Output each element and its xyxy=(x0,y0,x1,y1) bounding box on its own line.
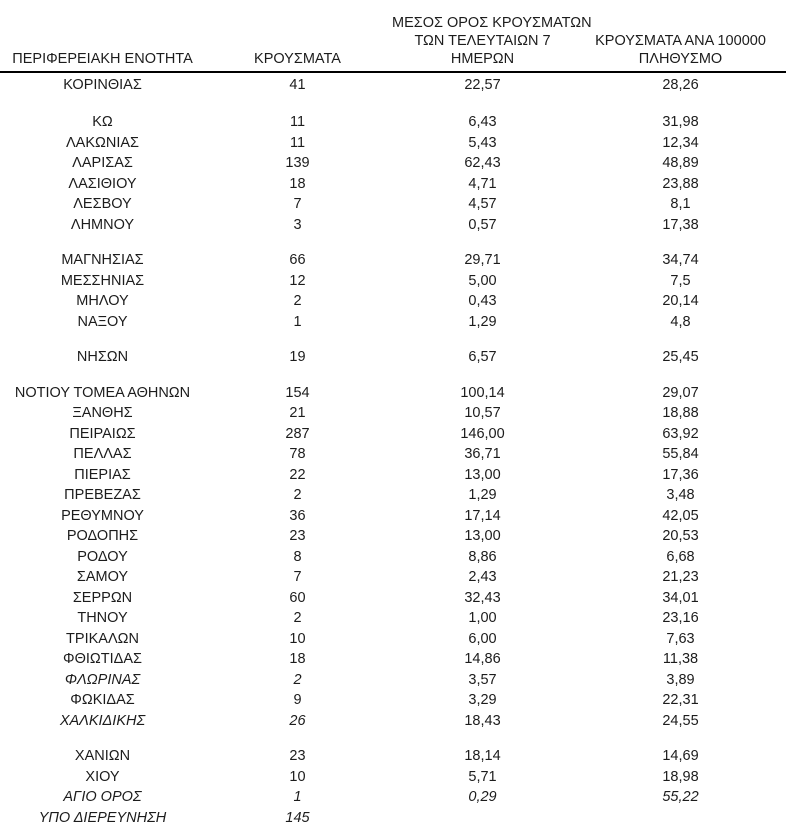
avg7-cases-cell: 6,57 xyxy=(468,349,497,365)
cases-cell: 154 xyxy=(285,384,310,401)
avg7-cases-cell: 5,00 xyxy=(468,272,497,289)
cases-cell: 9 xyxy=(293,692,302,708)
spacer-row xyxy=(0,235,786,250)
cases-cell: 23 xyxy=(289,748,306,764)
avg7-cases-cell: 6,00 xyxy=(468,630,497,647)
region-cell: ΤΡΙΚΑΛΩΝ xyxy=(66,630,139,647)
table-row xyxy=(0,588,786,609)
per100k-cell: 23,88 xyxy=(662,175,699,192)
avg7-cases-cell: 13,00 xyxy=(464,466,501,483)
avg7-cases-cell: 4,57 xyxy=(468,196,497,212)
cases-cell: 26 xyxy=(289,712,306,729)
avg7-cases-cell: 146,00 xyxy=(460,425,505,442)
per100k-cell: 48,89 xyxy=(662,155,699,171)
per100k-cell: 6,68 xyxy=(666,548,695,565)
cases-cell: 19 xyxy=(289,349,306,365)
per100k-cell: 17,38 xyxy=(662,216,699,233)
region-cell: ΥΠΟ ΔΙΕΡΕΥΝΗΣΗ xyxy=(38,809,167,826)
cases-cell: 18 xyxy=(289,651,306,667)
regional-cases-table xyxy=(0,2,786,828)
spacer-row xyxy=(0,731,786,746)
region-cell: ΜΗΛΟΥ xyxy=(76,293,129,309)
region-cell: ΜΕΣΣΗΝΙΑΣ xyxy=(60,272,145,289)
cases-cell: 36 xyxy=(289,507,306,524)
cases-cell: 10 xyxy=(289,630,306,647)
region-cell: ΠΕΙΡΑΙΩΣ xyxy=(69,425,136,442)
cases-cell: 78 xyxy=(289,446,306,462)
table-row xyxy=(0,506,786,527)
cases-cell: 60 xyxy=(289,589,306,606)
cases-cell: 11 xyxy=(289,134,306,151)
avg7-cases-cell: 62,43 xyxy=(464,155,501,171)
region-cell: ΞΑΝΘΗΣ xyxy=(72,405,133,421)
table-row xyxy=(0,112,786,133)
region-cell: ΧΑΝΙΩΝ xyxy=(74,748,131,764)
per100k-cell: 3,89 xyxy=(666,671,695,688)
per100k-cell: 18,98 xyxy=(662,768,699,785)
spacer-cell xyxy=(0,332,786,347)
region-cell: ΦΘΙΩΤΙΔΑΣ xyxy=(63,651,142,667)
per100k-cell: 12,34 xyxy=(662,134,699,151)
table-row xyxy=(0,485,786,506)
table-row xyxy=(0,567,786,588)
avg7-cases-cell: 14,86 xyxy=(464,651,501,667)
cases-cell: 7 xyxy=(293,196,302,212)
region-cell: ΛΗΜΝΟΥ xyxy=(70,216,135,233)
region-cell: ΝΑΞΟΥ xyxy=(77,313,128,330)
region-cell: ΝΗΣΩΝ xyxy=(76,349,129,365)
cases-cell: 12 xyxy=(289,272,306,289)
avg7-cases-cell: 3,29 xyxy=(468,692,497,708)
per100k-cell: 34,01 xyxy=(662,589,699,606)
cases-cell: 7 xyxy=(293,569,302,585)
region-cell: ΚΩ xyxy=(92,114,113,130)
region-cell: ΜΑΓΝΗΣΙΑΣ xyxy=(61,252,144,268)
avg7-cases-cell: 5,71 xyxy=(468,768,497,785)
column-header-region xyxy=(0,2,205,72)
spacer-row xyxy=(0,97,786,112)
table-row xyxy=(0,174,786,195)
region-cell: ΣΑΜΟΥ xyxy=(76,569,129,585)
table-row xyxy=(0,271,786,292)
region-cell: ΦΛΩΡΙΝΑΣ xyxy=(64,671,141,688)
avg7-cases-cell: 1,29 xyxy=(468,313,497,330)
region-cell: ΠΕΛΛΑΣ xyxy=(73,446,132,462)
column-header-line: ΠΛΗΘΥΣΜΟ xyxy=(638,51,723,67)
per100k-cell: 23,16 xyxy=(662,610,699,626)
spacer-cell xyxy=(0,368,786,383)
cases-cell: 2 xyxy=(293,487,302,503)
per100k-cell: 42,05 xyxy=(662,507,699,524)
table-row xyxy=(0,312,786,333)
table-row xyxy=(0,547,786,568)
column-header-cases xyxy=(205,2,390,72)
per100k-cell: 22,31 xyxy=(662,692,699,708)
region-cell: ΛΑΚΩΝΙΑΣ xyxy=(65,134,139,151)
column-header-line: ΚΡΟΥΣΜΑΤΑ ΑΝΑ 100000 xyxy=(595,33,766,49)
cases-cell: 10 xyxy=(289,768,306,785)
column-header-line: ΗΜΕΡΩΝ xyxy=(450,51,515,67)
avg7-cases-cell: 2,43 xyxy=(468,569,497,585)
table-row xyxy=(0,424,786,445)
table-row xyxy=(0,767,786,788)
table-row xyxy=(0,526,786,547)
table-row xyxy=(0,153,786,174)
region-cell: ΧΙΟΥ xyxy=(85,768,120,785)
region-cell: ΝΟΤΙΟΥ ΤΟΜΕΑ ΑΘΗΝΩΝ xyxy=(14,384,191,401)
avg7-cases-cell: 8,86 xyxy=(468,548,497,565)
avg7-cases-cell: 5,43 xyxy=(468,134,497,151)
column-header-line: ΚΡΟΥΣΜΑΤΑ xyxy=(254,51,341,67)
table-row xyxy=(0,347,786,368)
avg7-cases-cell: 13,00 xyxy=(464,528,501,544)
avg7-cases-cell: 10,57 xyxy=(464,405,501,421)
cases-cell: 139 xyxy=(285,155,310,171)
table-row xyxy=(0,215,786,236)
cases-cell: 23 xyxy=(289,528,306,544)
region-cell: ΡΟΔΟΥ xyxy=(77,548,128,565)
per100k-cell: 31,98 xyxy=(662,114,699,130)
per100k-cell: 11,38 xyxy=(662,651,699,667)
column-header-line: ΤΩΝ ΤΕΛΕΥΤΑΙΩΝ 7 xyxy=(414,33,551,49)
avg7-cases-cell: 32,43 xyxy=(464,589,501,606)
table-header xyxy=(0,2,786,72)
region-cell: ΦΩΚΙΔΑΣ xyxy=(70,692,135,708)
avg7-cases-cell: 4,71 xyxy=(468,175,497,192)
per100k-cell: 7,63 xyxy=(666,630,695,647)
region-cell: ΑΓΙΟ ΟΡΟΣ xyxy=(63,789,142,805)
avg7-cases-cell: 18,14 xyxy=(464,748,501,764)
table-row xyxy=(0,670,786,691)
table-row xyxy=(0,808,786,828)
avg7-cases-cell: 22,57 xyxy=(464,77,501,93)
table-row xyxy=(0,383,786,404)
table-row xyxy=(0,133,786,154)
avg7-cases-cell: 0,57 xyxy=(468,216,497,233)
table-body xyxy=(0,72,786,828)
spacer-cell xyxy=(0,97,786,112)
region-cell: ΤΗΝΟΥ xyxy=(77,610,128,626)
cases-cell: 145 xyxy=(285,809,310,826)
per100k-cell: 63,92 xyxy=(662,425,699,442)
region-cell: ΛΕΣΒΟΥ xyxy=(73,196,132,212)
per100k-cell: 3,48 xyxy=(666,487,695,503)
region-cell: ΚΟΡΙΝΘΙΑΣ xyxy=(63,77,142,93)
cases-cell: 41 xyxy=(289,77,306,93)
per100k-cell: 55,84 xyxy=(662,446,699,462)
per100k-cell: 17,36 xyxy=(662,466,699,483)
table-row xyxy=(0,291,786,312)
avg7-cases-cell: 18,43 xyxy=(464,712,501,729)
avg7-cases-cell: 29,71 xyxy=(464,252,501,268)
cases-cell: 11 xyxy=(289,114,306,130)
column-header-avg7 xyxy=(390,2,592,72)
cases-cell: 1 xyxy=(293,789,302,805)
per100k-cell: 34,74 xyxy=(662,252,699,268)
cases-cell: 66 xyxy=(289,252,306,268)
per100k-cell: 18,88 xyxy=(662,405,699,421)
region-cell: ΠΡΕΒΕΖΑΣ xyxy=(64,487,141,503)
column-header-line: ΜΕΣΟΣ ΟΡΟΣ ΚΡΟΥΣΜΑΤΩΝ xyxy=(392,15,592,31)
cases-cell: 22 xyxy=(289,466,306,483)
per100k-cell: 14,69 xyxy=(662,748,699,764)
per100k-cell: 55,22 xyxy=(662,789,699,805)
cases-cell: 21 xyxy=(289,405,306,421)
table-row xyxy=(0,403,786,424)
per100k-cell: 25,45 xyxy=(662,349,699,365)
per100k-cell: 4,8 xyxy=(670,313,691,330)
per100k-cell: 28,26 xyxy=(662,77,699,93)
cases-cell: 2 xyxy=(293,293,302,309)
cases-cell: 18 xyxy=(289,175,306,192)
region-cell: ΡΕΘΥΜΝΟΥ xyxy=(61,507,144,524)
per100k-cell: 7,5 xyxy=(670,272,691,289)
per100k-cell: 24,55 xyxy=(662,712,699,729)
cases-cell: 2 xyxy=(293,671,302,688)
avg7-cases-cell: 100,14 xyxy=(460,384,505,401)
avg7-cases-cell: 1,00 xyxy=(468,610,497,626)
header-row xyxy=(0,2,786,72)
avg7-cases-cell: 0,43 xyxy=(468,293,497,309)
avg7-cases-cell: 17,14 xyxy=(464,507,501,524)
region-cell: ΡΟΔΟΠΗΣ xyxy=(66,528,139,544)
region-cell: ΣΕΡΡΩΝ xyxy=(72,589,133,606)
region-cell: ΛΑΡΙΣΑΣ xyxy=(72,155,133,171)
region-cell: ΧΑΛΚΙΔΙΚΗΣ xyxy=(59,712,146,729)
avg7-cases-cell: 6,43 xyxy=(468,114,497,130)
avg7-cases-cell: 1,29 xyxy=(468,487,497,503)
table-row xyxy=(0,746,786,767)
table-row xyxy=(0,711,786,732)
table-row xyxy=(0,629,786,650)
per100k-cell: 29,07 xyxy=(662,384,699,401)
per100k-cell xyxy=(575,808,786,828)
column-header-line: ΠΕΡΙΦΕΡΕΙΑΚΗ ΕΝΟΤΗΤΑ xyxy=(12,51,193,67)
per100k-cell: 21,23 xyxy=(662,569,699,585)
cases-cell: 3 xyxy=(293,216,302,233)
column-header-per100k xyxy=(575,2,786,72)
cases-cell: 2 xyxy=(293,610,302,626)
table-row xyxy=(0,690,786,711)
table-row xyxy=(0,72,786,97)
per100k-cell: 8,1 xyxy=(670,196,691,212)
spacer-cell xyxy=(0,731,786,746)
cases-cell: 1 xyxy=(293,313,302,330)
avg7-cases-cell: 0,29 xyxy=(468,789,497,805)
table-row xyxy=(0,250,786,271)
table-row xyxy=(0,787,786,808)
spacer-cell xyxy=(0,235,786,250)
region-cell: ΛΑΣΙΘΙΟΥ xyxy=(68,175,137,192)
per100k-cell: 20,14 xyxy=(662,293,699,309)
avg7-cases-cell: 3,57 xyxy=(468,671,497,688)
table-row xyxy=(0,465,786,486)
cases-cell: 287 xyxy=(285,425,310,442)
per100k-cell: 20,53 xyxy=(662,528,699,544)
table-row xyxy=(0,444,786,465)
region-cell: ΠΙΕΡΙΑΣ xyxy=(74,466,131,483)
avg7-cases-cell xyxy=(390,808,575,828)
cases-cell: 8 xyxy=(293,548,302,565)
avg7-cases-cell: 36,71 xyxy=(464,446,501,462)
table-row xyxy=(0,608,786,629)
spacer-row xyxy=(0,332,786,347)
table-row xyxy=(0,194,786,215)
spacer-row xyxy=(0,368,786,383)
table-row xyxy=(0,649,786,670)
